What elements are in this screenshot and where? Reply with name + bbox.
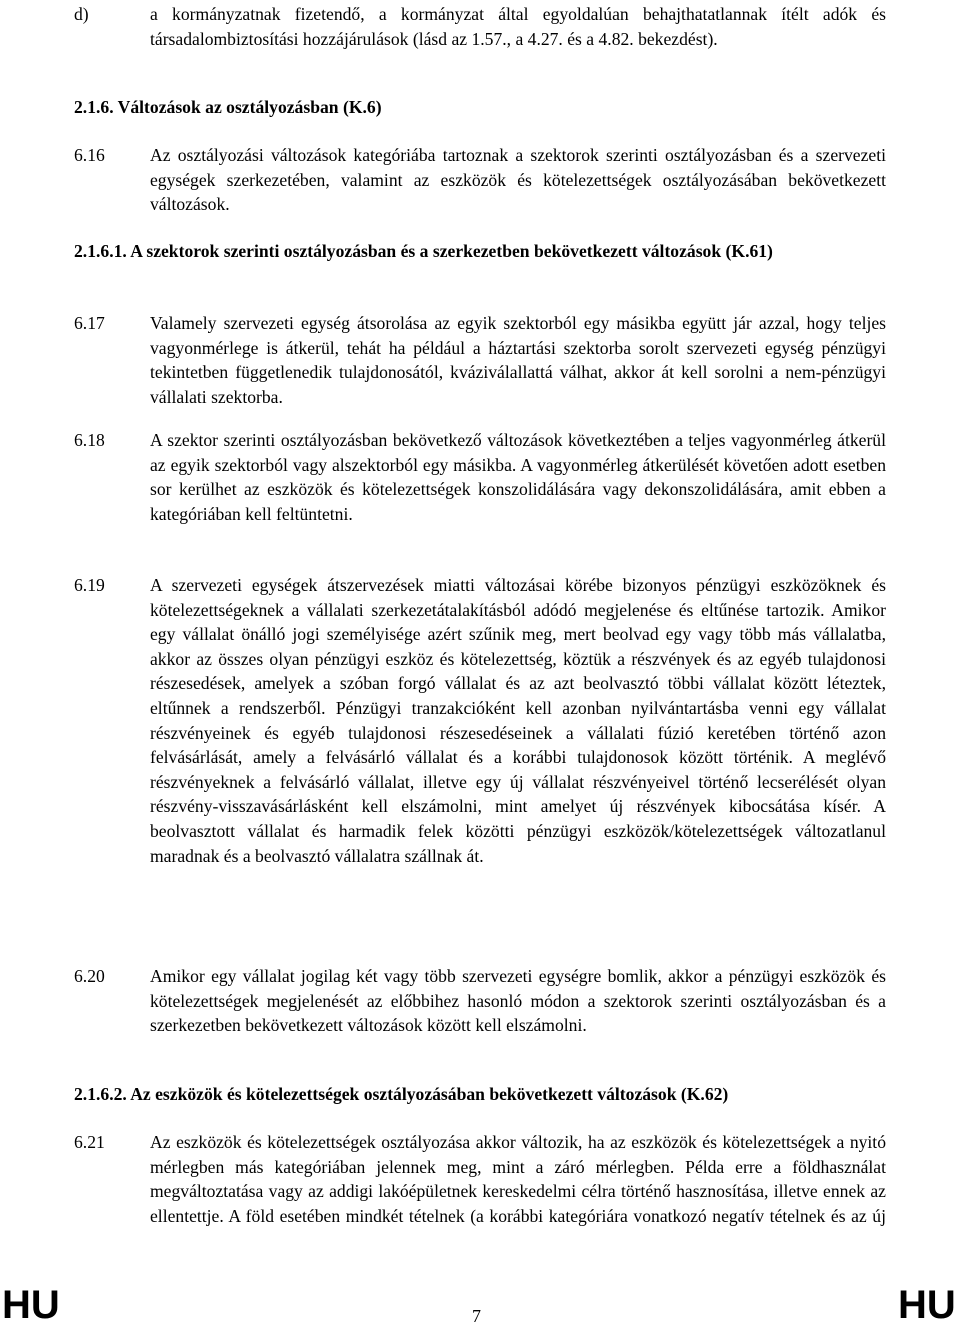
- paragraph-6-20: [74, 964, 886, 1038]
- section-heading-text: 2.1.6.2. Az eszközök és kötelezettségek osztályozásában bekövetkezett változások (K.62): [74, 1084, 729, 1104]
- section-heading-text: 2.1.6. Változások az osztályozásban (K.6): [74, 97, 382, 117]
- paragraph-text: Amikor egy vállalat jogilag két vagy több szervezeti egységre bomlik, akkor a pénzügyi eszközök és kötelezettségek megjelenését az előbbihez hasonló módon a szektorok szerinti osztályozásban és a szerkezetben bekövetkezett változások között kell elszámolni.: [150, 966, 886, 1036]
- page-number: 7: [472, 1306, 481, 1326]
- section-heading-text: 2.1.6.1. A szektorok szerinti osztályozásban és a szerkezetben bekövetkezett változások (K.61): [74, 241, 773, 261]
- paragraph-text: A szervezeti egységek átszervezések miatti változásai körébe bizonyos pénzügyi eszközöknek és kötelezettségeknek a vállalati szerkezetátalakításból adódó megjelenése és eltűnése tartozik. Amikor egy vállalat önálló jogi személyisége azért szűnik meg, mert beolvad egy vagy több más vállalatba, akkor az összes olyan pénzügyi eszköz és kötelezettség, köztük a részvények és az egyéb tulajdonosi részesedések, amelyek a szóban forgó vállalat és az azt beolvasztó többi vállalat között léteztek, eltűnnek a rendszerből. Pénzügyi tranzakcióként kell azonban nyilvántartásba venni egy vállalat részvényeinek és egyéb tulajdonosi részesedéseinek a vállalati fúzió keretében történő azon felvásárlását, amely a felvásárló vállalat és a korábbi tulajdonosok között történik. A meglévő részvényeknek a felvásárló vállalat, illetve egy új vállalat részvényeivel történő lecserélését olyan részvény-visszavásárlásként kell elszámolni, mint amelyet új részvények kibocsátása kísér. A beolvasztott vállalat és harmadik felek közötti pénzügyi eszközök/kötelezettségek változatlanul maradnak és a beolvasztó vállalatra szállnak át.: [150, 575, 886, 866]
- paragraph-text: Az osztályozási változások kategóriába tartoznak a szektorok szerinti osztályozásban és a szervezeti egységek szerkezetében, valamint az eszközök és kötelezettségek osztályozásában bekövetkezett változások.: [150, 145, 886, 215]
- section-heading-2-1-6-2: [74, 1082, 886, 1107]
- paragraph-number: 6.16: [74, 145, 105, 165]
- footer-language-right: HU: [898, 1283, 956, 1327]
- paragraph-number: 6.18: [74, 430, 105, 450]
- paragraph-text: A szektor szerinti osztályozásban bekövetkező változások következtében a teljes vagyonmérleg átkerül az egyik szektorból vagy alszektorból egy másikba. A vagyonmérleg átkerülését követően adott esetben sor kerülhet az eszközök és kötelezettségek konszolidálására vagy dekonszolidálására, amit ebben a kategóriában kell feltüntetni.: [150, 430, 886, 524]
- paragraph-6-18: [74, 428, 886, 526]
- section-heading-2-1-6-1: [74, 239, 886, 264]
- footer-language-left: HU: [2, 1283, 60, 1327]
- paragraph-number: 6.17: [74, 313, 105, 333]
- paragraph-number: 6.21: [74, 1132, 105, 1152]
- paragraph-6-19: [74, 573, 886, 868]
- paragraph-6-21: [74, 1130, 886, 1228]
- list-item-text: a kormányzatnak fizetendő, a kormányzat által egyoldalúan behajthatatlannak ítélt adók és társadalombiztosítási hozzájárulások (lásd az 1.57., a 4.27. és a 4.82. bekezdést).: [150, 4, 886, 49]
- list-item-label: d): [74, 4, 89, 24]
- list-item-d: [74, 2, 886, 51]
- paragraph-text: Valamely szervezeti egység átsorolása az egyik szektorból egy másikba együtt jár azzal, hogy teljes vagyonmérlege is átkerül, tehát ha például a háztartási szektorba sorolt szervezeti egység pénzügyi tekintetben függetlenedik tulajdonosától, kváziválallattá válhat, akkor át kell sorolni a nem-pénzügyi vállalati szektorba.: [150, 313, 886, 407]
- paragraph-number: 6.20: [74, 966, 105, 986]
- paragraph-number: 6.19: [74, 575, 105, 595]
- paragraph-6-16: [74, 143, 886, 217]
- section-heading-2-1-6: [74, 95, 886, 120]
- paragraph-text: Az eszközök és kötelezettségek osztályozása akkor változik, ha az eszközök és kötelezettségek a nyitó mérlegben más kategóriában jelennek meg, mint a záró mérlegben. Példa erre a földhasználat megváltoztatása vagy az addigi lakóépületnek kereskedelmi célra történő hasznosítása, illetve ennek az ellentettje. A föld esetében mindkét tételnek (a korábbi kategóriára vonatkozó negatív tételnek és az új: [150, 1132, 886, 1226]
- paragraph-6-17: [74, 311, 886, 409]
